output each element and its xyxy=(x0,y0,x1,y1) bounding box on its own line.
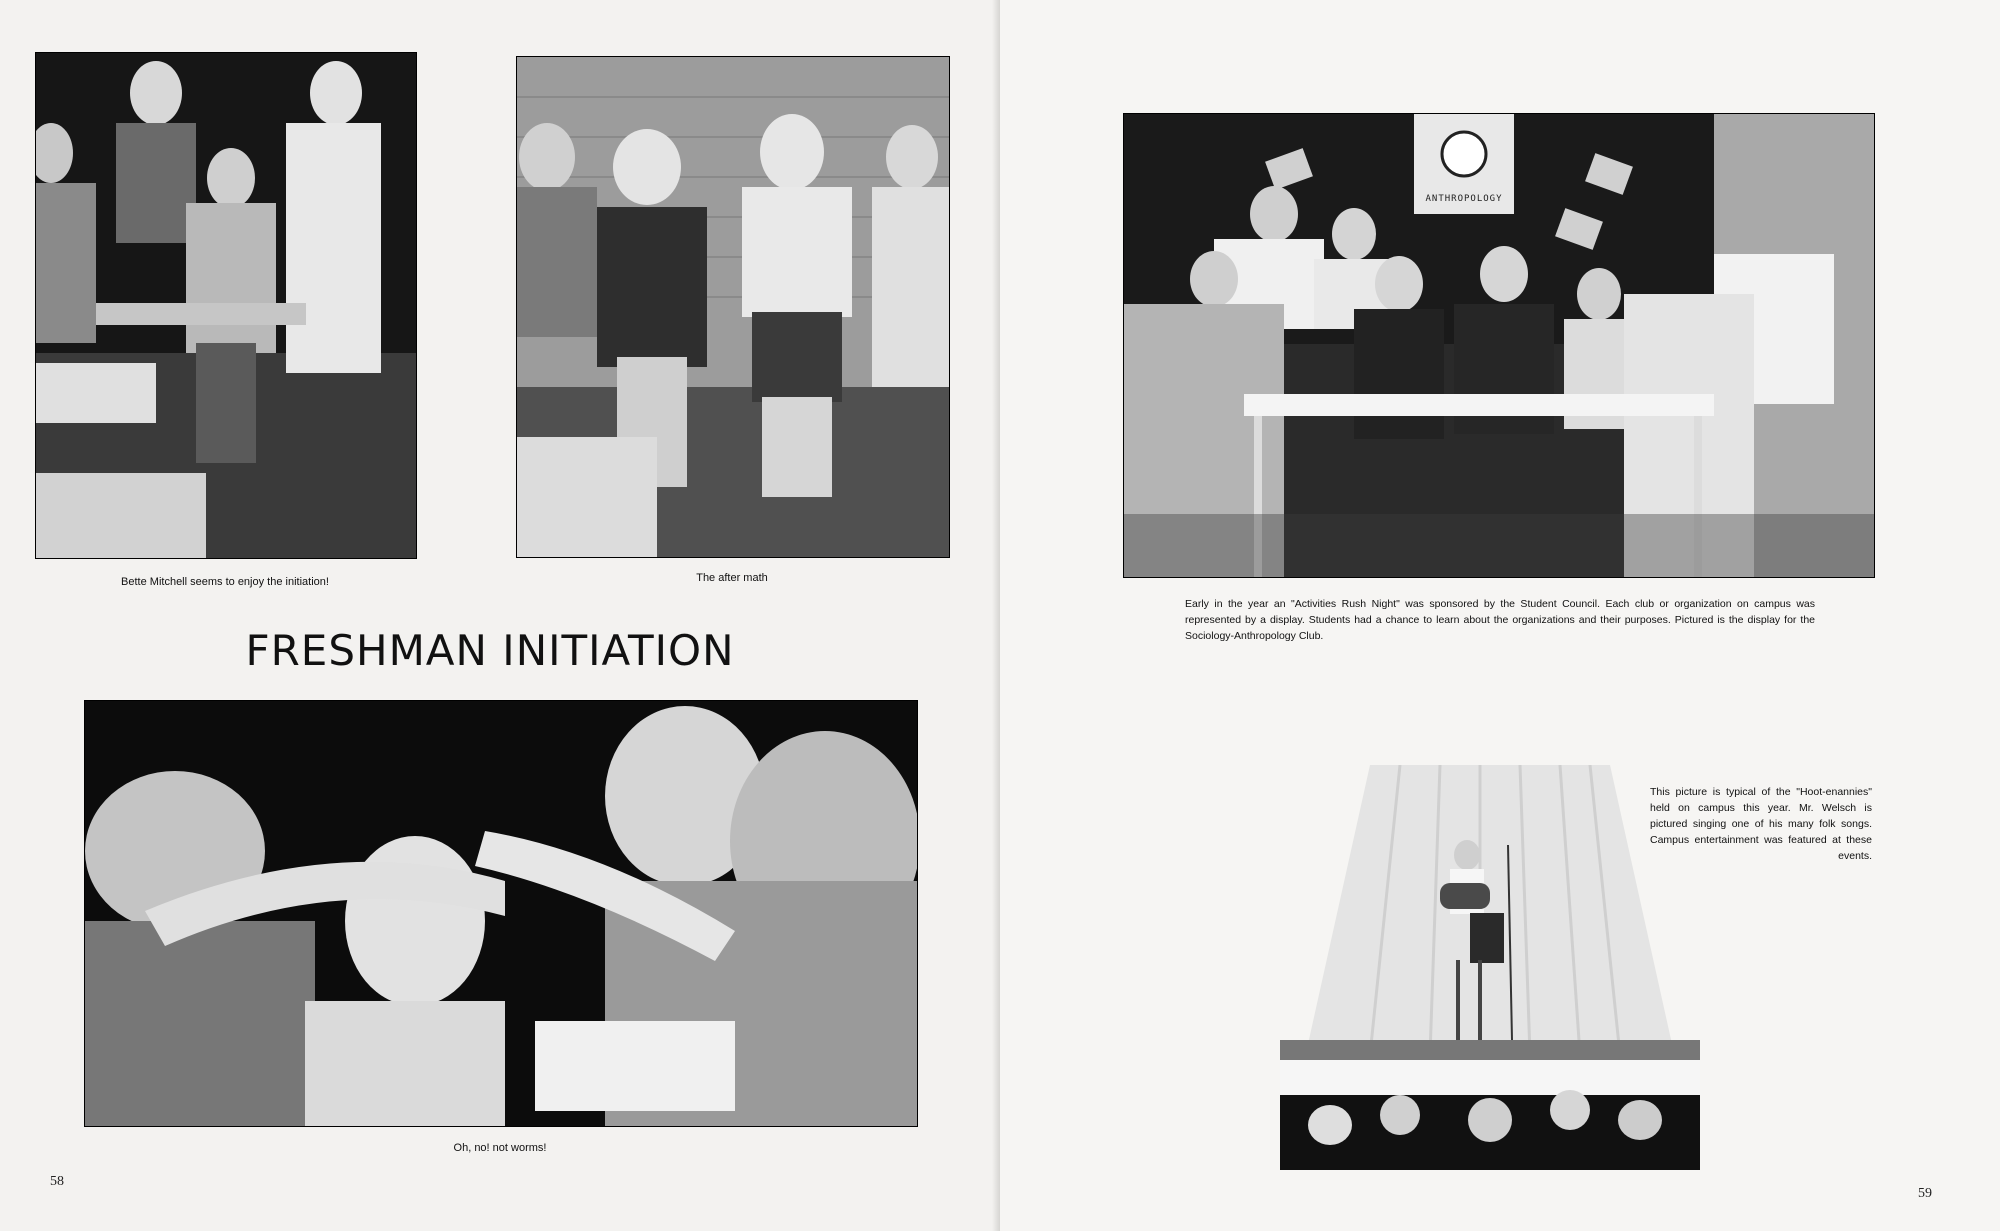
photo-caption: The after math xyxy=(696,572,768,584)
page-number: 59 xyxy=(1918,1186,1932,1201)
club-sign-text: ANTHROPOLOGY xyxy=(1425,194,1503,204)
initiation-photo-worms xyxy=(84,700,918,1127)
hootenanny-caption: This picture is typical of the "Hoot-enannies" held on campus this year. Mr. Welsch is pictured singing one of his many folk songs. Campus entertainment was featured at these events. xyxy=(1650,786,1872,862)
photo-caption: Oh, no! not worms! xyxy=(453,1142,547,1154)
club-display-photo xyxy=(1123,113,1875,578)
photo-caption: Bette Mitchell seems to enjoy the initiation! xyxy=(121,576,329,588)
initiation-photo-aftermath xyxy=(516,56,950,558)
hootenanny-photo xyxy=(1280,765,1700,1170)
club-photo-caption: Early in the year an "Activities Rush Night" was sponsored by the Student Council. Each club or organization on campus was represented by a display. Students had a chance to learn about the organizations and their purposes. Pictured is the display for the Sociology-Anthropology Club. xyxy=(1185,598,1815,642)
initiation-photo-mud-line xyxy=(35,52,417,559)
page-number: 58 xyxy=(50,1174,64,1189)
right-page xyxy=(1000,0,2000,1231)
page-headline: FRESHMAN INITIATION xyxy=(245,626,735,675)
